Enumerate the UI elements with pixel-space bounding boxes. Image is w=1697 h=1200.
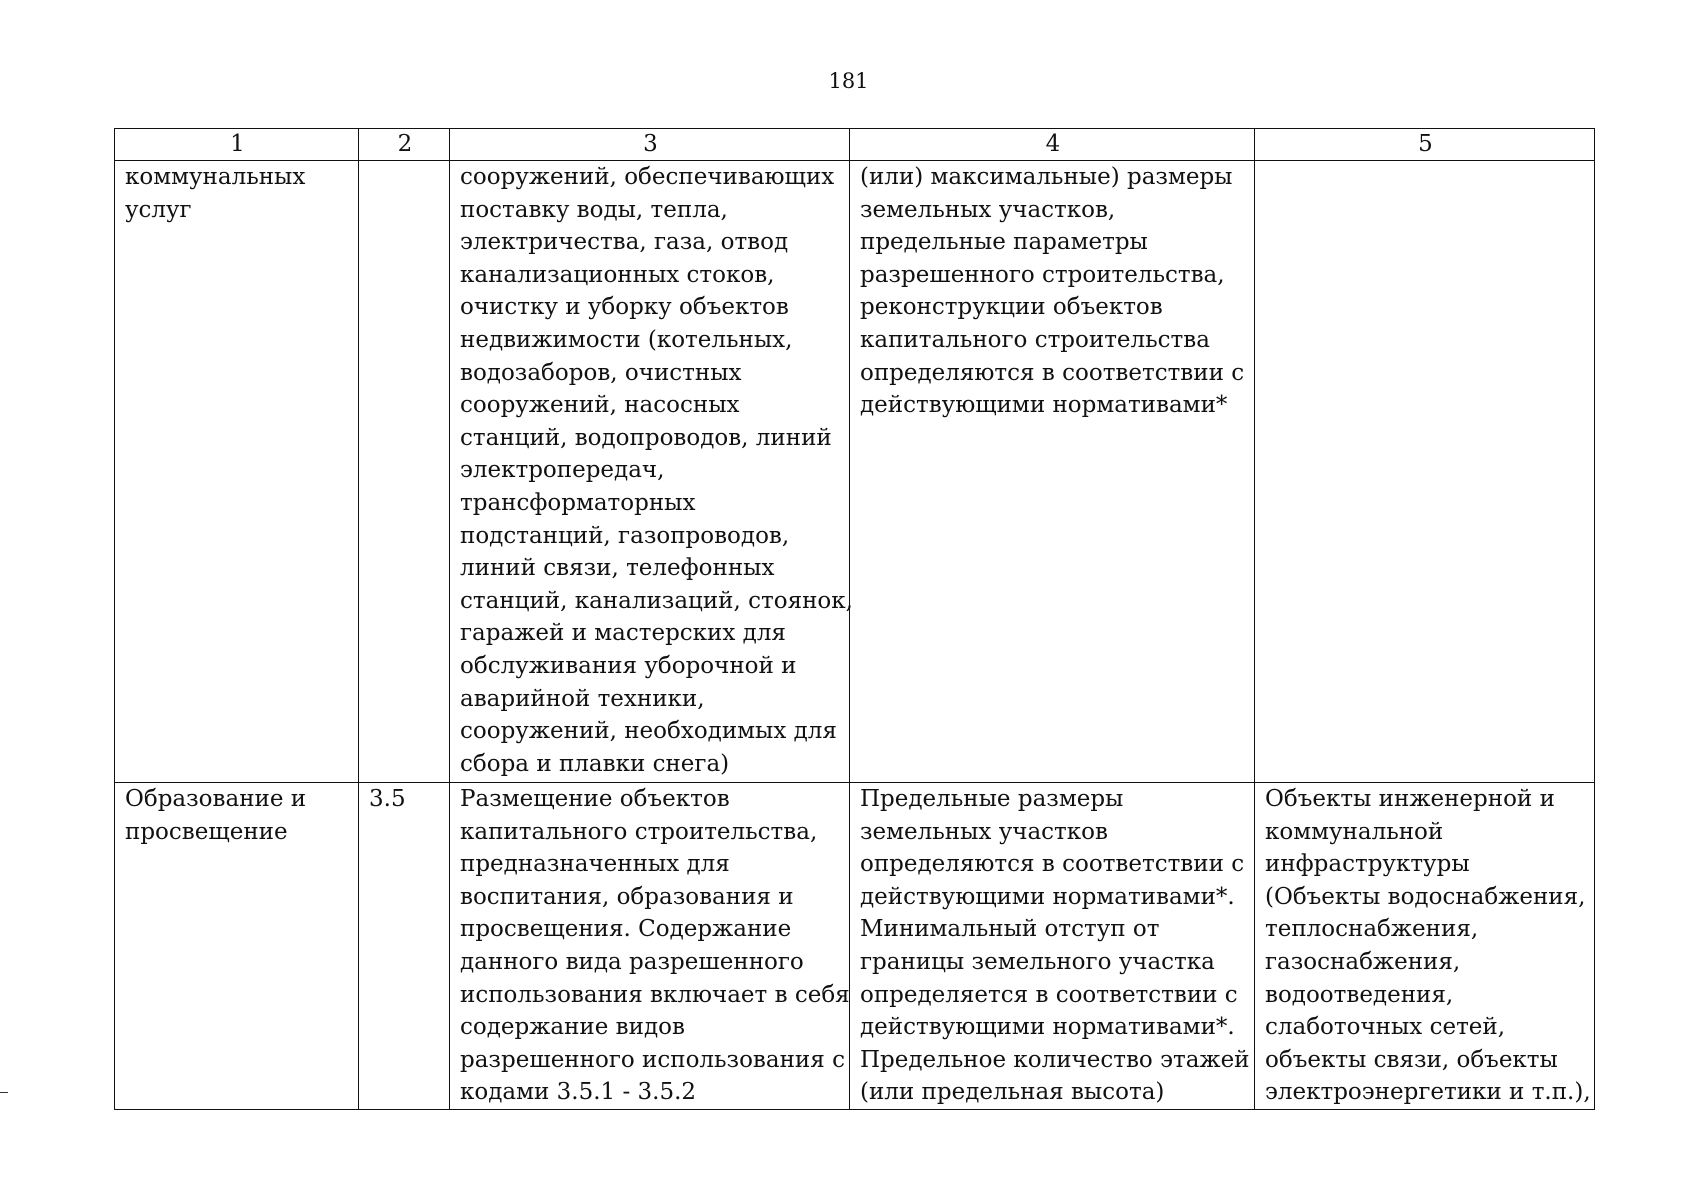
cell-use-type: [115, 161, 359, 783]
text-line: станций, канализаций, стоянок,: [460, 587, 853, 614]
text-line: капитального строительства,: [460, 818, 818, 845]
table-row: [115, 783, 1595, 1110]
text-line: водозаборов, очистных: [460, 359, 742, 386]
text-line: канализационных стоков,: [460, 261, 775, 288]
land-use-table: [114, 128, 1595, 1110]
text-line: обслуживания уборочной и: [460, 652, 797, 679]
text-line: Предельное количество этажей: [860, 1046, 1250, 1073]
text-line: очистку и уборку объектов: [460, 294, 789, 321]
cell-use-type: [115, 783, 359, 1110]
text-line: коммунальных: [125, 164, 306, 190]
text-line: земельных участков,: [860, 196, 1116, 223]
text-line: границы земельного участка: [860, 948, 1215, 975]
text-line: содержание видов: [460, 1014, 685, 1041]
text-line: определяются в соответствии с: [860, 359, 1245, 386]
text-line: данного вида разрешенного: [460, 948, 804, 975]
cell-description: [450, 161, 853, 783]
text-line: предельные параметры: [860, 229, 1148, 256]
text-line: разрешенного использования с: [460, 1046, 845, 1073]
cell-auxiliary: [1255, 783, 1595, 1110]
text-line: теплоснабжения,: [1265, 916, 1479, 943]
text-line: электроэнергетики и т.п.),: [1265, 1079, 1591, 1106]
text-line: просвещение: [125, 818, 288, 845]
text-line: действующими нормативами*.: [860, 1014, 1235, 1041]
text-line: Образование и: [125, 786, 307, 812]
cell-parameters: [850, 783, 1255, 1110]
text-line: реконструкции объектов: [860, 294, 1163, 321]
table-row: [115, 161, 1595, 783]
text-line: определяются в соответствии с: [860, 851, 1245, 878]
text-line: Размещение объектов: [460, 786, 730, 812]
text-line: недвижимости (котельных,: [460, 326, 793, 353]
text-line: 3.5: [369, 786, 406, 812]
text-line: поставку воды, тепла,: [460, 196, 728, 223]
header-cell-2: 2: [359, 129, 450, 161]
text-line: земельных участков: [860, 818, 1108, 845]
margin-mark: [0, 1092, 8, 1093]
cell-code: [359, 783, 450, 1110]
text-line: (или предельная высота): [860, 1079, 1165, 1106]
text-line: сооружений, необходимых для: [460, 718, 837, 745]
text-line: (Объекты водоснабжения,: [1265, 883, 1586, 910]
table-header-row: [115, 129, 1595, 161]
cell-auxiliary: [1255, 161, 1595, 783]
text-line: водоотведения,: [1265, 981, 1454, 1008]
text-line: Минимальный отступ от: [860, 916, 1160, 943]
text-line: линий связи, телефонных: [460, 555, 775, 582]
text-line: услуг: [125, 196, 192, 223]
text-line: коммунальной: [1265, 818, 1444, 845]
cell-description: [450, 783, 850, 1110]
text-line: аварийной техники,: [460, 685, 705, 712]
text-line: сооружений, обеспечивающих: [460, 164, 835, 190]
text-line: предназначенных для: [460, 851, 730, 878]
text-line: Объекты инженерной и: [1265, 786, 1555, 812]
cell-code: [359, 161, 450, 783]
text-line: электропередач,: [460, 457, 665, 484]
header-cell-1: 1: [115, 129, 359, 161]
text-line: станций, водопроводов, линий: [460, 424, 832, 451]
text-line: воспитания, образования и: [460, 883, 794, 910]
page-number: 181: [828, 69, 869, 93]
text-line: объекты связи, объекты: [1265, 1046, 1558, 1073]
text-line: использования включает в себя: [460, 981, 850, 1008]
text-line: капитального строительства: [860, 326, 1210, 353]
text-line: инфраструктуры: [1265, 851, 1470, 878]
text-line: трансформаторных: [460, 489, 696, 516]
text-line: (или) максимальные) размеры: [860, 164, 1233, 190]
text-line: сооружений, насосных: [460, 392, 740, 419]
text-line: определяется в соответствии с: [860, 981, 1238, 1008]
text-line: просвещения. Содержание: [460, 916, 792, 943]
text-line: Предельные размеры: [860, 786, 1124, 812]
text-line: газоснабжения,: [1265, 948, 1461, 975]
text-line: действующими нормативами*: [860, 392, 1228, 419]
text-line: сбора и плавки снега): [460, 750, 730, 777]
header-cell-3: 3: [450, 129, 850, 161]
header-cell-4: 4: [850, 129, 1255, 161]
text-line: кодами 3.5.1 - 3.5.2: [460, 1079, 697, 1106]
header-cell-5: 5: [1255, 129, 1595, 161]
text-line: разрешенного строительства,: [860, 261, 1225, 288]
text-line: подстанций, газопроводов,: [460, 522, 790, 549]
text-line: гаражей и мастерских для: [460, 620, 786, 647]
text-line: электричества, газа, отвод: [460, 229, 789, 256]
text-line: слаботочных сетей,: [1265, 1014, 1506, 1041]
cell-parameters: [850, 161, 1255, 783]
text-line: действующими нормативами*.: [860, 883, 1235, 910]
